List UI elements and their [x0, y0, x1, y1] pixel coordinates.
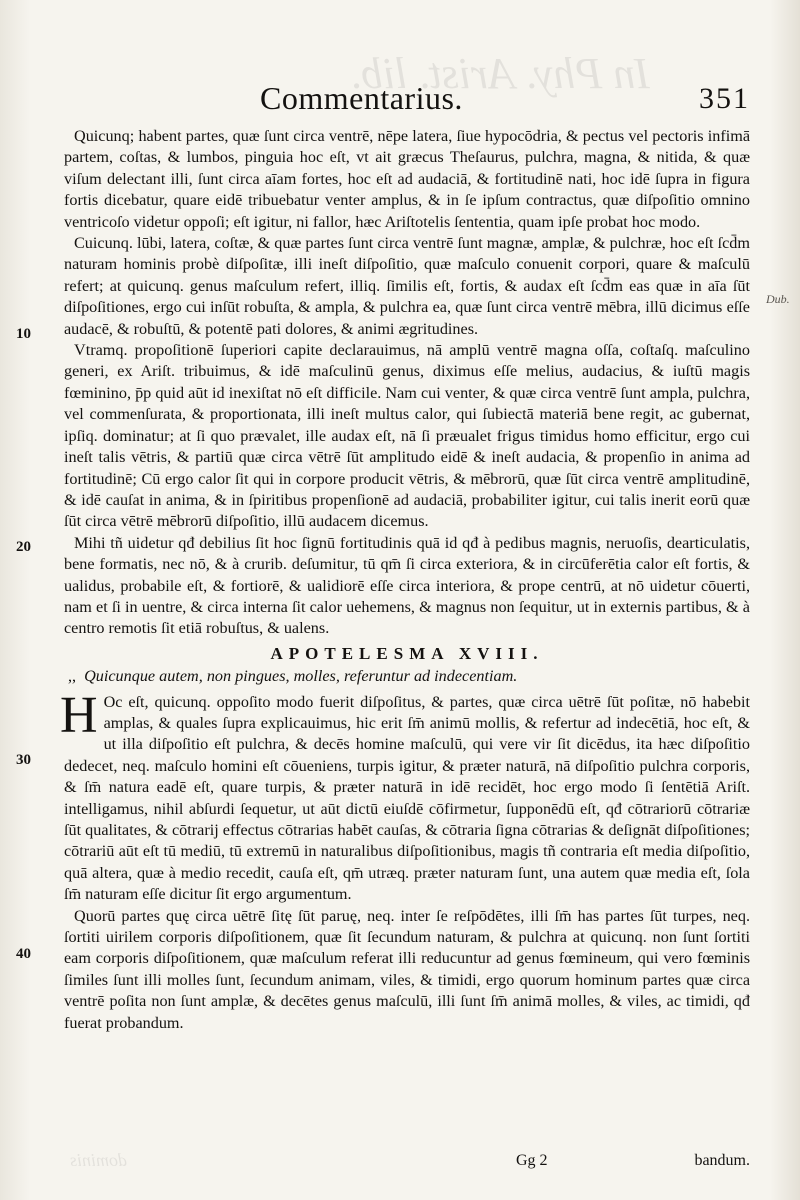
show-through-text-bottom: dominis: [70, 1150, 128, 1170]
margin-line-number: 40: [16, 946, 31, 962]
margin-line-number: 10: [16, 326, 31, 342]
paragraph: Quicunq; habent partes, quæ ſunt circa ventrē, nēpe latera, ſiue hypocōdria, & pectus vel pectoris infimā partem, coſtas, & lumbos, pinguia hoc eſt, vt ait græcus Theſaurus, pulchra, magna, & nitida, & quæ viſum delectant illi, ſunt circa aīam fortes, hoc eſt ad audaciā, & fortitudinē nati, hoc idē ſupra in figura fortis dicebatur, quare eidē tribuebatur venter amplus, & in ſe ipſum contractus, quæ diſpoſitio omnino ventricoſo videtur oppoſi; eſt igitur, ni fallor, hæc Ariſtotelis ſententia, quam ipſe probat hoc modo.: [64, 127, 750, 231]
signature-mark: Gg 2: [516, 1152, 548, 1169]
catchword: bandum.: [694, 1152, 750, 1169]
lemma-text: Quicunque autem, non pingues, molles, referuntur ad indecentiam.: [84, 667, 518, 686]
margin-line-number: 30: [16, 752, 31, 768]
section-heading: APOTELESMA XVIII.: [270, 643, 544, 663]
paragraph: Cuicunq. lūbi, latera, coſtæ, & quæ partes ſunt circa ventrē ſunt magnæ, amplæ, & pulchræ, hoc eſt ſcd̄m naturam hominis probè diſpoſitæ, illi ineſt diſpoſitio, quæ maſculo conuenit corpori, quare & maſculū refert; at quicunq. genus maſculum refert, illiq. ſimilis eſt, fortis, & audax eſt ſcd̄m eas quæ in aīa ſūt diſpoſitiones, ergo cui inſūt robuſta, & ampla, & pulchra ea, quæ ſunt circa ventrē mēbra, illū dicimus eſſe audacē, & robuſtū, & potentē pati dolores, & animi ægritudines.: [64, 234, 750, 338]
show-through-text: In Phy. Arist. lib.: [350, 49, 650, 98]
page-header: [60, 80, 750, 120]
margin-note: Dub.: [766, 292, 790, 306]
body-text: [60, 126, 750, 1034]
lemma-line: [64, 666, 750, 687]
drop-cap: H: [60, 686, 98, 744]
paragraph: Mihi tñ uidetur qđ debilius ſit hoc ſignū fortitudinis quā id qđ à pedibus magnis, neruoſis, dearticulatis, bene formatis, nec nō, & à crurib. deſumitur, tū qm̄ ſi circa exteriora, & in circūferētia calor eſt fortis, & ualidus, probabile eſt, & fortiorē, & ualidiorē eſſe circa interiora, & prope centrū, at nō uidetur cōuerti, nam et ſi in uentre, & circa interna ſit calor uehemens, & magnus non ſequitur, ut in externis partibus, & à centro remotis ſit etiā robuſtus, & ualens.: [64, 533, 750, 638]
paragraph: Oc eſt, quicunq. oppoſito modo fuerit diſpoſitus, & partes, quæ circa uētrē ſūt poſitæ, nō habebit amplas, & quales ſupra explicauimus, hic erit ſm̄ animū mollis, & refertur ad indecētiā, hoc eſt, & ut illa diſpoſitio eſt pulchra, & decēs homine maſculū, qui vere vir ſit dicēdus, ita hæc diſpoſitio dedecet, neq. maſculo homini eſt cōueniens, turpis igitur, & præter naturā, nā diſpoſitio pulchra corporis, & ſm̄ natura eadē eſt, quare turpis, & præter naturā in idē recidēt, hoc ergo modo ſi ſentētiā Ariſt. intelligamus, nihil abſurdi ſequetur, ut aūt dictū eiuſdē cōfirmetur, ſupponēdū eſt, qđ cōtrariorū cōtrariæ ſūt qualitates, & cōtrarij effectus cōtrarias habēt cauſas, & cōtraria ſigna cōtrarias & deſignāt diſpoſitiones; cōtrariū aūt eſt tū mediū, tū extremū in naturalibus diſpoſitionibus, magis tñ contraria eſt media diſpoſitio, quā altera, quæ à medio recedit, cauſa eſt, qm̄ utræq. præter naturam ſunt, una autem quæ media eſt, ſola ſm̄ naturam eſſe dicitur ſit ergo argumentum.: [64, 692, 750, 904]
margin-line-number: 20: [16, 539, 31, 555]
page-number: 351: [699, 82, 750, 115]
page-footer: [60, 1152, 750, 1176]
running-title: Commentarius.: [260, 80, 463, 116]
quotation-mark: ,,: [68, 667, 77, 686]
paragraph: Vtramq. propoſitionē ſuperiori capite declarauimus, nā amplū ventrē magna oſſa, coſtaſq. maſculino generi, ex Ariſt. tribuimus, & idē maſculinū genus, diximus eſſe melius, audacius, & iuſtū magis fœminino, p̄p quid aūt id inexiſtat nō eſt difficile. Nam cui venter, & quæ circa ventrē ſunt ampla, pulchra, vel commenſurata, & proportionata, illi ineſt multus calor, qui ſubiectā materiā bene regit, ac gubernat, ipſiq. dominatur; at ſi quo prævalet, ille audax eſt, nā ſi præualet frigus timidus homo efficitur, ergo cui ineſt talis vētris, & partiū quæ circa vētrē ſūt amplitudo eidē & ineſt audacia, & propenſio in anima ad fortitudinē; Cū ergo calor ſit qui in corpore producit vētris, & mēbrorū, quæ ſūt circa ventrē amplitudinē, & idē cauſat in anima, & in ſpiritibus propenſionē ad audaciā, probabiliter igitur, cui talis inerit eorū quæ ſūt circa vētrē mēbrorū diſpoſitio, illū audacem dicemus.: [64, 341, 750, 531]
paragraph-with-initial: [60, 686, 750, 906]
paragraph: Quorū partes quę circa uētrē ſitę ſūt paruę, neq. inter ſe reſpōdētes, illi ſm̄ has partes ſūt turpes, neq. ſortiti uirilem corporis diſpoſitionem, quæ ſit ſecundum naturam, & pulchra at quicunq. non ſunt ſortiti eam corporis diſpoſitionem, quæ maſculum referat illi reducuntur ad genus fœmineum, qui vero fœminis ſimiles ſunt illi molles ſunt, ſecundum animam, viles, & timidi, ergo quorum hominum partes quæ circa ventrē poſita non ſunt amplæ, & decētes genus maſculū, illi ſunt ſm̄ animā molles, & viles, ac timidi, qđ fuerat probandum.: [64, 906, 750, 1032]
